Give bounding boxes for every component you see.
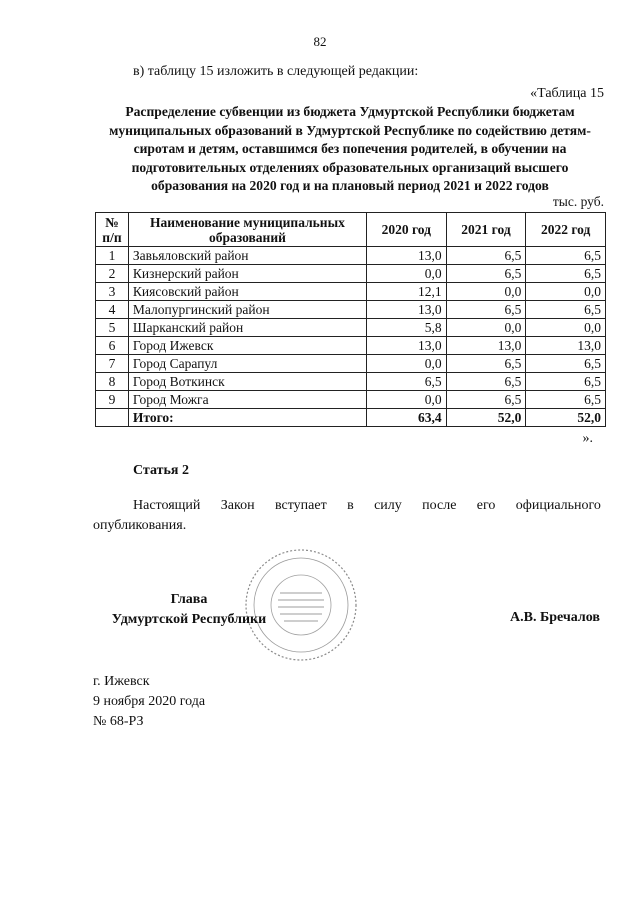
row-2020: 13,0	[366, 301, 446, 319]
row-2021: 0,0	[446, 319, 526, 337]
row-2021: 6,5	[446, 247, 526, 265]
law-word: Закон	[220, 498, 255, 513]
law-word: вступает	[274, 498, 327, 513]
row-2020: 13,0	[366, 247, 446, 265]
law-word: официального	[515, 498, 601, 513]
row-name: Город Можга	[128, 391, 366, 409]
table-row	[96, 355, 606, 373]
row-2022: 6,5	[526, 265, 606, 283]
total-label: Итого:	[128, 409, 366, 427]
row-2020: 0,0	[366, 265, 446, 283]
row-2022: 6,5	[526, 391, 606, 409]
row-2021: 6,5	[446, 391, 526, 409]
row-2020: 12,1	[366, 283, 446, 301]
table-row	[96, 337, 606, 355]
page-number: 82	[313, 34, 327, 49]
row-num: 5	[96, 319, 129, 337]
row-name: Город Ижевск	[128, 337, 366, 355]
row-2021: 0,0	[446, 283, 526, 301]
header-name: Наименование муниципальных образований	[128, 213, 366, 247]
law-word: после	[422, 498, 457, 513]
row-num: 1	[96, 247, 129, 265]
units-label: тыс. руб.	[552, 194, 604, 209]
total-num-cell	[96, 409, 129, 427]
header-2022: 2022 год	[526, 213, 606, 247]
row-2022: 13,0	[526, 337, 606, 355]
law-word: Настоящий	[133, 498, 201, 513]
law-word: его	[476, 498, 496, 513]
row-2021: 6,5	[446, 373, 526, 391]
row-2022: 6,5	[526, 247, 606, 265]
intro-text: в) таблицу 15 изложить в следующей редакции:	[133, 64, 419, 79]
row-2021: 13,0	[446, 337, 526, 355]
signer-name: А.В. Бречалов	[510, 610, 600, 625]
header-2020: 2020 год	[366, 213, 446, 247]
total-2022: 52,0	[526, 409, 606, 427]
row-2022: 6,5	[526, 301, 606, 319]
article-heading: Статья 2	[133, 463, 189, 478]
row-num: 8	[96, 373, 129, 391]
row-2021: 6,5	[446, 301, 526, 319]
row-2020: 0,0	[366, 391, 446, 409]
row-num: 9	[96, 391, 129, 409]
law-word: в	[347, 498, 354, 513]
row-name: Завьяловский район	[128, 247, 366, 265]
row-2020: 6,5	[366, 373, 446, 391]
law-text	[93, 496, 601, 536]
row-2021: 6,5	[446, 265, 526, 283]
document-footer	[93, 672, 205, 732]
row-2021: 6,5	[446, 355, 526, 373]
table-row	[96, 265, 606, 283]
table-row	[96, 391, 606, 409]
total-row	[96, 409, 606, 427]
row-2022: 0,0	[526, 319, 606, 337]
header-num: № п/п	[96, 213, 129, 247]
row-name: Киясовский район	[128, 283, 366, 301]
table-title: Распределение субвенции из бюджета Удмуртской Республики бюджетам муниципальных образований в Удмуртской Республике по содействию детям-сиротам и детям, оставшимся без попечения родителей, в обучении на подготовительных отделениях образовательных организаций высшего образования на 2020 год и на плановый период 2021 и 2022 годов	[109, 104, 591, 193]
closing-quote: ».	[582, 431, 593, 446]
table-row	[96, 319, 606, 337]
row-2020: 13,0	[366, 337, 446, 355]
row-name: Город Сарапул	[128, 355, 366, 373]
law-word: силу	[374, 498, 402, 513]
signer-title-line: Удмуртской Республики	[111, 612, 267, 627]
table-row	[96, 301, 606, 319]
row-2022: 6,5	[526, 373, 606, 391]
signer-title	[100, 590, 278, 630]
footer-number: № 68-РЗ	[93, 714, 144, 729]
footer-city: г. Ижевск	[93, 674, 150, 689]
row-name: Город Воткинск	[128, 373, 366, 391]
law-text-line	[93, 496, 601, 516]
row-num: 3	[96, 283, 129, 301]
table-row	[96, 283, 606, 301]
table-row	[96, 373, 606, 391]
law-text-continuation: опубликования.	[93, 518, 187, 533]
row-name: Шарканский район	[128, 319, 366, 337]
row-num: 2	[96, 265, 129, 283]
total-2021: 52,0	[446, 409, 526, 427]
row-num: 4	[96, 301, 129, 319]
row-name: Кизнерский район	[128, 265, 366, 283]
table-caption: «Таблица 15	[530, 86, 604, 101]
row-num: 7	[96, 355, 129, 373]
subsidy-table	[95, 212, 606, 427]
row-2022: 6,5	[526, 355, 606, 373]
row-2020: 0,0	[366, 355, 446, 373]
total-2020: 63,4	[366, 409, 446, 427]
row-name: Малопургинский район	[128, 301, 366, 319]
row-num: 6	[96, 337, 129, 355]
table-row	[96, 247, 606, 265]
row-2020: 5,8	[366, 319, 446, 337]
table-header-row	[96, 213, 606, 247]
signer-title-line: Глава	[170, 592, 208, 607]
row-2022: 0,0	[526, 283, 606, 301]
header-2021: 2021 год	[446, 213, 526, 247]
footer-date: 9 ноября 2020 года	[93, 694, 206, 709]
